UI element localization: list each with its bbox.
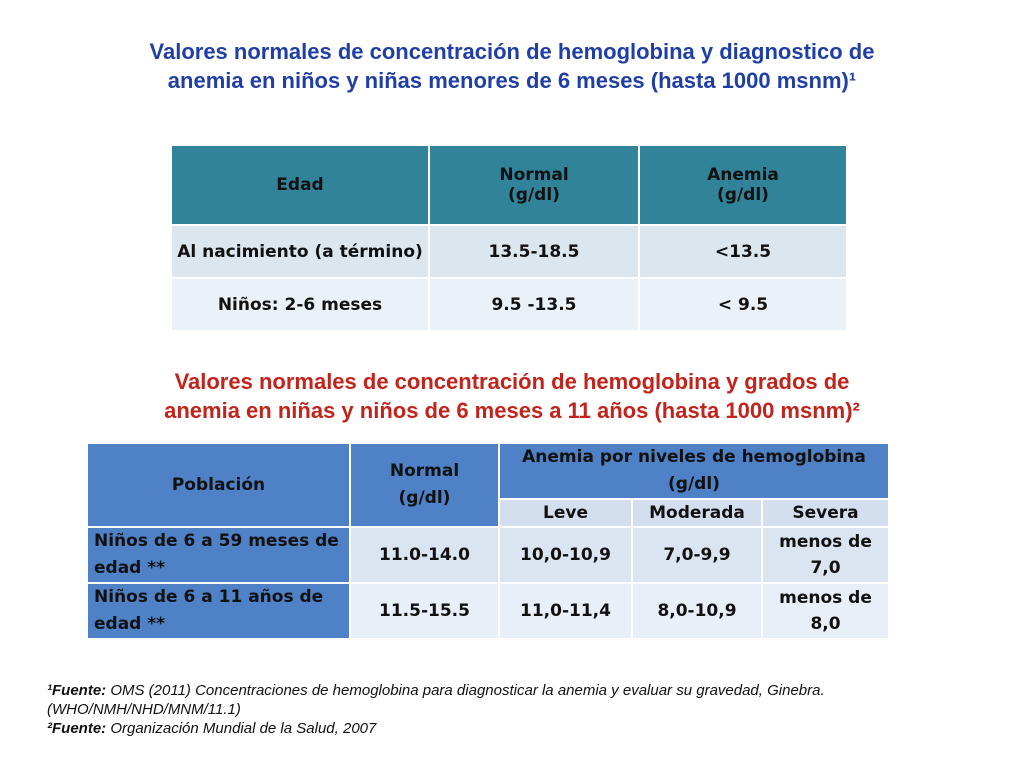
cell-severa-line2: 7,0	[810, 558, 841, 578]
footnote-1-label: ¹Fuente:	[47, 682, 107, 699]
cell-moderada: 8,0-10,9	[632, 583, 762, 639]
cell-severa	[762, 527, 889, 583]
section1-title-line2: anemia en niños y niñas menores de 6 meses (hasta 1000 msnm)¹	[167, 68, 857, 93]
footnote-1-text: OMS (2011) Concentraciones de hemoglobina para diagnosticar la anemia y evaluar su gravedad, Ginebra.	[106, 682, 825, 699]
table-row	[171, 278, 847, 331]
header-leve: Leve	[499, 499, 632, 527]
table2-header-row	[87, 443, 889, 499]
cell-severa	[762, 583, 889, 639]
cell-severa-line1: menos de	[779, 532, 872, 552]
footnote-1	[47, 681, 1007, 700]
footnotes	[47, 681, 1007, 738]
footnote-2-label: ²Fuente:	[47, 720, 107, 737]
header-normal-label: Normal	[389, 461, 460, 481]
header-severa: Severa	[762, 499, 889, 527]
cell-moderada: 7,0-9,9	[632, 527, 762, 583]
cell-normal: 11.0-14.0	[350, 527, 499, 583]
cell-leve: 11,0-11,4	[499, 583, 632, 639]
cell-leve: 10,0-10,9	[499, 527, 632, 583]
cell-anemia: < 9.5	[639, 278, 847, 331]
section1-title	[0, 37, 1024, 95]
section2-title-line1: Valores normales de concentración de hemoglobina y grados de	[174, 369, 850, 394]
header-anemia-unit: (g/dl)	[668, 474, 720, 494]
footnote-2	[47, 719, 1007, 738]
section1-title-line1: Valores normales de concentración de hemoglobina y diagnostico de	[149, 39, 875, 64]
footnote-1-code: (WHO/NMH/NHD/MNM/11.1)	[47, 701, 241, 718]
cell-edad: Al nacimiento (a término)	[171, 225, 429, 278]
table1-header-row	[171, 145, 847, 225]
cell-poblacion-line1: Niños de 6 a 11 años de	[94, 587, 324, 607]
table-row	[87, 527, 889, 583]
header-edad: Edad	[171, 145, 429, 225]
cell-anemia: <13.5	[639, 225, 847, 278]
header-normal	[429, 145, 639, 225]
header-poblacion: Población	[87, 443, 350, 527]
section2-title	[0, 367, 1024, 425]
cell-poblacion-line1: Niños de 6 a 59 meses de	[94, 531, 339, 551]
cell-normal: 13.5-18.5	[429, 225, 639, 278]
cell-poblacion-line2: edad **	[94, 558, 166, 578]
header-normal-unit: (g/dl)	[398, 488, 451, 508]
cell-normal: 9.5 -13.5	[429, 278, 639, 331]
cell-severa-line2: 8,0	[810, 614, 841, 634]
header-anemia-levels	[499, 443, 889, 499]
cell-edad: Niños: 2-6 meses	[171, 278, 429, 331]
header-moderada: Moderada	[632, 499, 762, 527]
table-row	[171, 225, 847, 278]
cell-severa-line1: menos de	[779, 588, 872, 608]
cell-poblacion	[87, 527, 350, 583]
header-anemia	[639, 145, 847, 225]
section2-title-line2: anemia en niñas y niños de 6 meses a 11 años (hasta 1000 msnm)²	[164, 398, 860, 423]
table-row	[87, 583, 889, 639]
header-normal-unit: (g/dl)	[508, 185, 560, 205]
header-normal-label: Normal	[499, 165, 569, 185]
cell-poblacion	[87, 583, 350, 639]
cell-normal: 11.5-15.5	[350, 583, 499, 639]
header-anemia-label: Anemia por niveles de hemoglobina	[522, 447, 866, 467]
header-anemia-unit: (g/dl)	[717, 185, 769, 205]
header-anemia-label: Anemia	[707, 165, 779, 185]
header-normal	[350, 443, 499, 527]
cell-poblacion-line2: edad **	[94, 614, 166, 634]
footnote-2-text: Organización Mundial de la Salud, 2007	[106, 720, 377, 737]
table-hemoglobin-under-6-months	[170, 144, 848, 332]
table-anemia-grades-6m-11y	[86, 442, 890, 640]
